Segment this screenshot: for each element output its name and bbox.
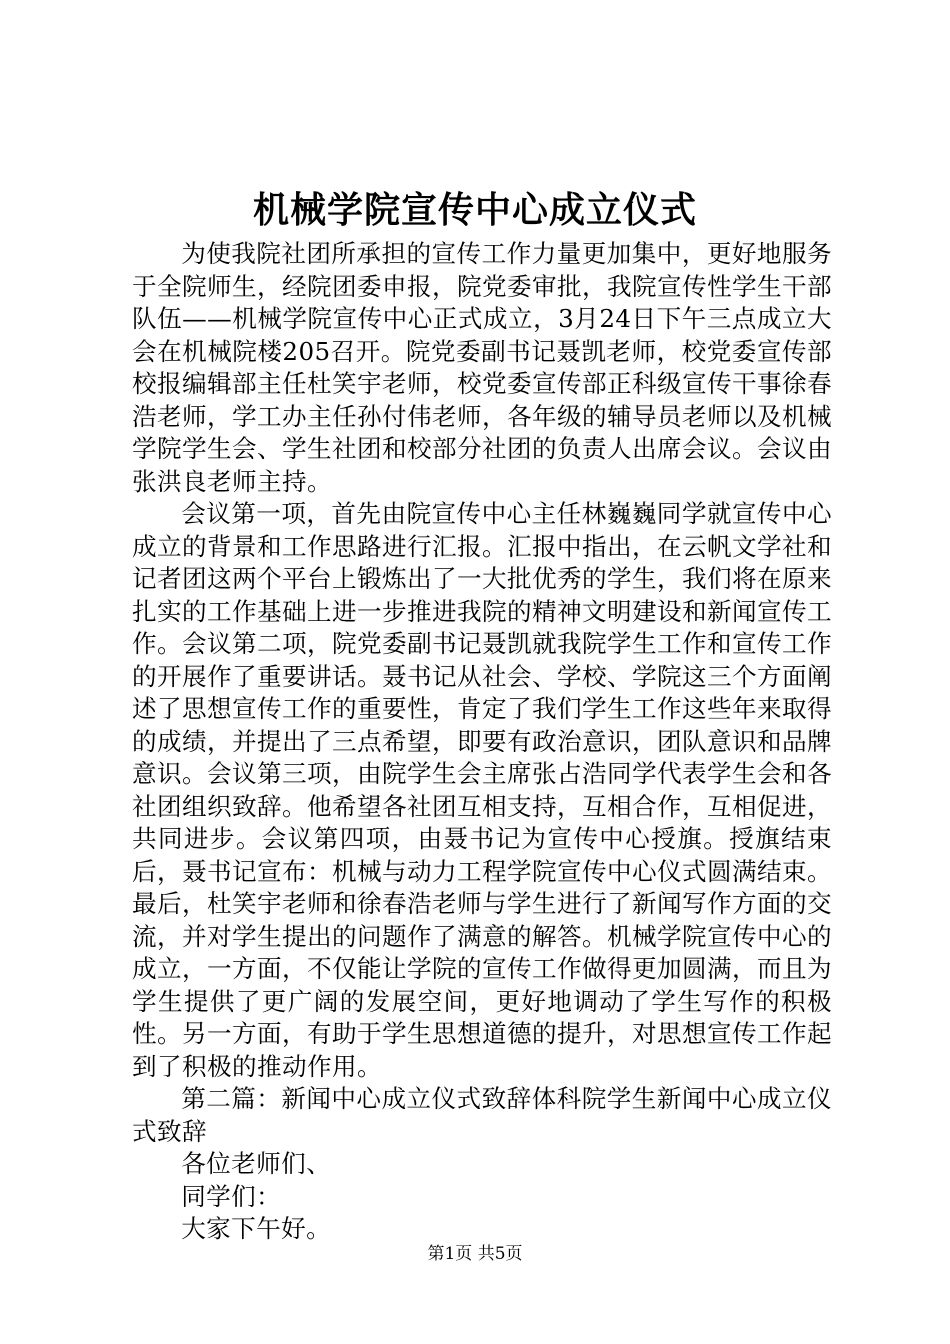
paragraph-3: 第二篇：新闻中心成立仪式致辞体科院学生新闻中心成立仪式致辞 [132, 1084, 832, 1146]
page-number-footer: 第1页 共5页 [427, 1244, 523, 1264]
document-body [132, 238, 832, 1246]
paragraph-2: 会议第一项，首先由院宣传中心主任林巍巍同学就宣传中心成立的背景和工作思路进行汇报。汇报中指出，在云帆文学社和记者团这两个平台上锻炼出了一大批优秀的学生，我们将在原来扎实的工作基础上进一步推进我院的精神文明建设和新闻宣传工作。会议第二项，院党委副书记聂凯就我院学生工作和宣传工作的开展作了重要讲话。聂书记从社会、学校、学院这三个方面阐述了思想宣传工作的重要性，肯定了我们学生工作这些年来取得的成绩，并提出了三点希望，即要有政治意识，团队意识和品牌意识。会议第三项，由院学生会主席张占浩同学代表学生会和各社团组织致辞。他希望各社团互相支持，互相合作，互相促进，共同进步。会议第四项，由聂书记为宣传中心授旗。授旗结束后，聂书记宣布：机械与动力工程学院宣传中心仪式圆满结束。最后，杜笑宇老师和徐春浩老师与学生进行了新闻写作方面的交流，并对学生提出的问题作了满意的解答。机械学院宣传中心的成立，一方面，不仅能让学院的宣传工作做得更加圆满，而且为学生提供了更广阔的发展空间，更好地调动了学生写作的积极性。另一方面，有助于学生思想道德的提升，对思想宣传工作起到了积极的推动作用。 [132, 499, 832, 1081]
greeting-line-3: 大家下午好。 [181, 1214, 332, 1243]
paragraph-1: 为使我院社团所承担的宣传工作力量更加集中，更好地服务于全院师生，经院团委申报，院党委审批，我院宣传性学生干部队伍——机械学院宣传中心正式成立，3月24日下午三点成立大会在机械院楼205召开。院党委副书记聂凯老师，校党委宣传部校报编辑部主任杜笑宇老师，校党委宣传部正科级宣传干事徐春浩老师，学工办主任孙付伟老师，各年级的辅导员老师以及机械学院学生会、学生社团和校部分社团的负责人出席会议。会议由张洪良老师主持。 [132, 239, 832, 496]
document-title: 机械学院宣传中心成立仪式 [252, 189, 697, 231]
greeting-line-1: 各位老师们、 [181, 1149, 332, 1178]
greeting-line-2: 同学们： [181, 1181, 282, 1211]
